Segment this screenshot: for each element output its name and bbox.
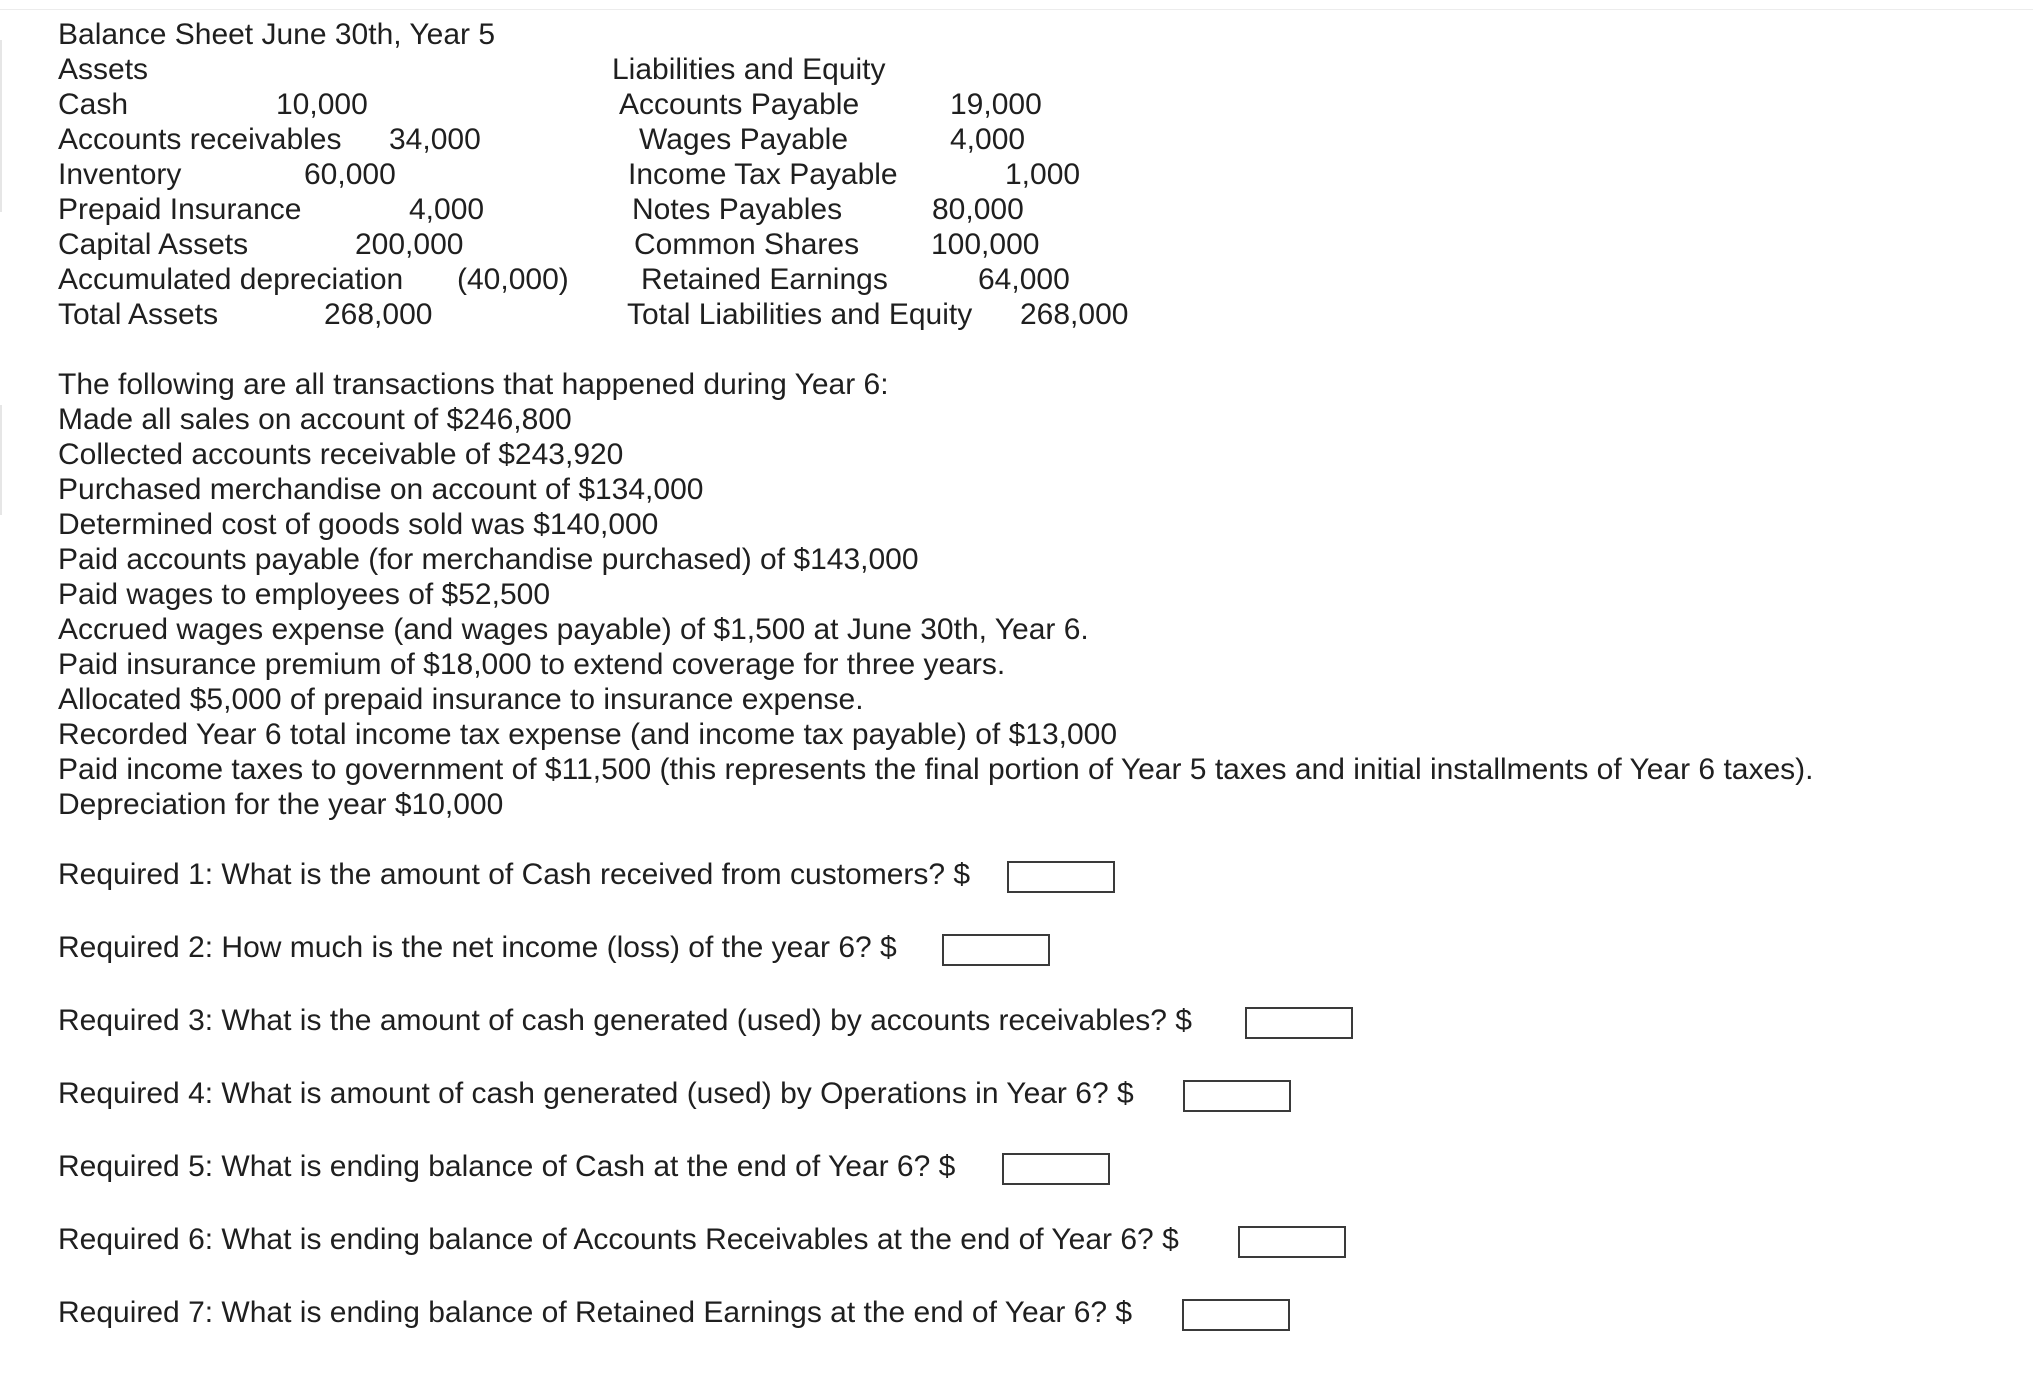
liability-label: Wages Payable — [639, 123, 849, 156]
equity-value: 64,000 — [978, 263, 1070, 296]
total-assets-value: 268,000 — [324, 298, 433, 331]
assets-heading: Assets — [58, 53, 149, 86]
transaction-item: Paid income taxes to government of $11,500 (this represents the final portion of Year 5 taxes and initial installments of Year 6 taxes). — [58, 753, 1814, 786]
question-6-text: Required 6: What is ending balance of Accounts Receivables at the end of Year 6? $ — [58, 1223, 1179, 1256]
transaction-item: Made all sales on account of $246,800 — [58, 403, 572, 436]
asset-value: 34,000 — [389, 123, 481, 156]
total-liabilities-equity-label: Total Liabilities and Equity — [627, 298, 973, 331]
transaction-item: Recorded Year 6 total income tax expense (and income tax payable) of $13,000 — [58, 718, 1118, 751]
transaction-item: Paid accounts payable (for merchandise purchased) of $143,000 — [58, 543, 919, 576]
liability-value: 80,000 — [932, 193, 1024, 226]
liabilities-heading: Liabilities and Equity — [612, 53, 886, 86]
liability-label: Notes Payables — [632, 193, 843, 226]
liability-value: 4,000 — [950, 123, 1026, 156]
transaction-item: Paid wages to employees of $52,500 — [58, 578, 550, 611]
equity-label: Retained Earnings — [641, 263, 888, 296]
asset-value: 60,000 — [304, 158, 396, 191]
asset-label: Capital Assets — [58, 228, 249, 261]
left-edge-mark — [0, 40, 2, 212]
liability-label: Income Tax Payable — [628, 158, 898, 191]
liability-value: 19,000 — [950, 88, 1042, 121]
question-5-answer-input[interactable] — [1002, 1153, 1110, 1185]
equity-value: 100,000 — [931, 228, 1040, 261]
transaction-item: Collected accounts receivable of $243,920 — [58, 438, 624, 471]
question-5-text: Required 5: What is ending balance of Cash at the end of Year 6? $ — [58, 1150, 956, 1183]
transactions-intro: The following are all transactions that happened during Year 6: — [58, 368, 889, 401]
question-6-answer-input[interactable] — [1238, 1226, 1346, 1258]
question-1-text: Required 1: What is the amount of Cash received from customers? $ — [58, 858, 971, 891]
question-1-answer-input[interactable] — [1007, 861, 1115, 893]
question-2-answer-input[interactable] — [942, 934, 1050, 966]
asset-label: Accounts receivables — [58, 123, 342, 156]
asset-label: Accumulated depreciation — [58, 263, 404, 296]
question-4-answer-input[interactable] — [1183, 1080, 1291, 1112]
question-7-answer-input[interactable] — [1182, 1299, 1290, 1331]
balance-sheet-title: Balance Sheet June 30th, Year 5 — [58, 18, 496, 51]
total-assets-label: Total Assets — [58, 298, 219, 331]
liability-value: 1,000 — [1005, 158, 1081, 191]
asset-label: Cash — [58, 88, 129, 121]
transaction-item: Paid insurance premium of $18,000 to extend coverage for three years. — [58, 648, 1006, 681]
liability-label: Accounts Payable — [619, 88, 860, 121]
top-divider — [0, 9, 2033, 10]
asset-label: Inventory — [58, 158, 182, 191]
asset-value: 4,000 — [409, 193, 485, 226]
question-7-text: Required 7: What is ending balance of Retained Earnings at the end of Year 6? $ — [58, 1296, 1133, 1329]
question-3-answer-input[interactable] — [1245, 1007, 1353, 1039]
equity-label: Common Shares — [634, 228, 860, 261]
left-edge-mark — [0, 405, 2, 515]
transaction-item: Determined cost of goods sold was $140,000 — [58, 508, 659, 541]
question-4-text: Required 4: What is amount of cash generated (used) by Operations in Year 6? $ — [58, 1077, 1134, 1110]
transaction-item: Depreciation for the year $10,000 — [58, 788, 504, 821]
question-2-text: Required 2: How much is the net income (loss) of the year 6? $ — [58, 931, 897, 964]
total-liabilities-equity-value: 268,000 — [1020, 298, 1129, 331]
asset-value: 200,000 — [355, 228, 464, 261]
transaction-item: Purchased merchandise on account of $134,000 — [58, 473, 704, 506]
asset-value: (40,000) — [457, 263, 569, 296]
asset-value: 10,000 — [276, 88, 368, 121]
transaction-item: Accrued wages expense (and wages payable) of $1,500 at June 30th, Year 6. — [58, 613, 1089, 646]
question-3-text: Required 3: What is the amount of cash generated (used) by accounts receivables? $ — [58, 1004, 1192, 1037]
asset-label: Prepaid Insurance — [58, 193, 302, 226]
transaction-item: Allocated $5,000 of prepaid insurance to insurance expense. — [58, 683, 864, 716]
